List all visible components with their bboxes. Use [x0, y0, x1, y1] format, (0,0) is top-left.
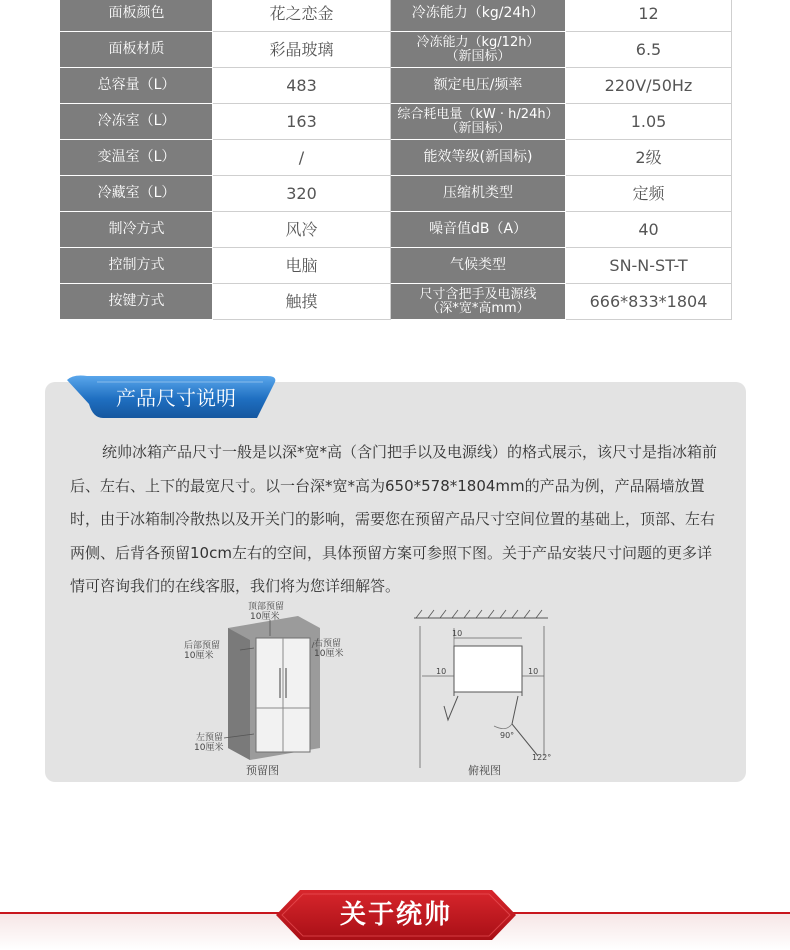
spec-label: 冷冻能力（kg/24h）	[391, 0, 566, 32]
spec-row	[61, 68, 732, 104]
spec-value: 花之恋金	[213, 0, 391, 32]
spec-label-line: 冷冻能力（kg/12h）	[416, 34, 540, 50]
spec-label: 控制方式	[61, 248, 213, 284]
angle-arc-90	[494, 724, 512, 729]
clearance-front-diagram	[180, 598, 370, 780]
angle-122-label: 122°	[532, 753, 552, 762]
spec-value: /	[213, 140, 391, 176]
left-clearance-value: 10厘米	[194, 743, 224, 753]
spec-row	[61, 284, 732, 320]
angle-90-label: 90°	[500, 731, 515, 740]
size-description-paragraph: 统帅冰箱产品尺寸一般是以深*宽*高（含门把手以及电源线）的格式展示，该尺寸是指冰箱前后、左右、上下的最宽尺寸。以一台深*宽*高为650*578*1804mm的产品为例，产品隔墙放置时，由于冰箱制冷散热以及开关门的影响，需要您在预留产品尺寸空间位置的基础上，顶部、左右两侧、后背各预留10cm左右的空间，具体预留方案可参照下图。关于产品安装尺寸问题的更多详情可咨询我们的在线客服，我们将为您详细解答。	[70, 443, 718, 595]
spec-value: 触摸	[213, 284, 391, 320]
left-clearance-label: 左预留	[196, 733, 224, 743]
top-clearance-value: 10厘米	[250, 612, 280, 622]
spec-label: 噪音值dB（A）	[391, 212, 566, 248]
dim-right-value: 10	[528, 667, 539, 676]
spec-label: 能效等级(新国标)	[391, 140, 566, 176]
spec-value: 220V/50Hz	[566, 68, 732, 104]
spec-label-subline: （新国标）	[445, 48, 511, 64]
spec-label: 气候类型	[391, 248, 566, 284]
wall-side-shape	[228, 628, 250, 760]
spec-value: 定频	[566, 176, 732, 212]
spec-value: 666*833*1804	[566, 284, 732, 320]
top-clearance-label: 顶部预留	[248, 602, 285, 612]
spec-label	[391, 32, 566, 68]
spec-label: 按键方式	[61, 284, 213, 320]
spec-value: 6.5	[566, 32, 732, 68]
spec-value: 1.05	[566, 104, 732, 140]
spec-label	[391, 284, 566, 320]
spec-label: 总容量（L）	[61, 68, 213, 104]
top-view-diagram	[408, 606, 568, 780]
spec-row	[61, 248, 732, 284]
fridge-top-outline	[454, 646, 522, 692]
right-clearance-value: 10厘米	[314, 649, 344, 659]
right-door-open	[512, 696, 538, 756]
wall-hatching	[416, 610, 542, 618]
spec-row	[61, 176, 732, 212]
spec-label: 面板颜色	[61, 0, 213, 32]
back-clearance-label: 后部预留	[184, 641, 221, 651]
spec-value: 163	[213, 104, 391, 140]
spec-value: 2级	[566, 140, 732, 176]
right-clearance-label: 右预留	[314, 639, 342, 649]
spec-label	[391, 104, 566, 140]
about-divider-left	[0, 912, 300, 914]
spec-label: 额定电压/频率	[391, 68, 566, 104]
spec-value: 320	[213, 176, 391, 212]
spec-row	[61, 140, 732, 176]
spec-value: 40	[566, 212, 732, 248]
spec-label-line: 综合耗电量（kW · h/24h）	[397, 106, 559, 122]
about-banner-title: 关于统帅	[339, 900, 452, 930]
about-divider-right	[490, 912, 790, 914]
left-door-open	[444, 696, 458, 720]
dim-top-value: 10	[452, 629, 463, 638]
spec-value: 483	[213, 68, 391, 104]
spec-label: 压缩机类型	[391, 176, 566, 212]
spec-value: 电脑	[213, 248, 391, 284]
spec-label: 制冷方式	[61, 212, 213, 248]
spec-label: 冷冻室（L）	[61, 104, 213, 140]
spec-row	[61, 212, 732, 248]
spec-label-subline: （新国标）	[445, 120, 511, 136]
spec-label: 冷藏室（L）	[61, 176, 213, 212]
front-diagram-caption: 预留图	[246, 764, 279, 777]
spec-table	[60, 0, 732, 320]
spec-table-body	[61, 0, 732, 320]
spec-value: 风冷	[213, 212, 391, 248]
spec-row	[61, 0, 732, 32]
spec-label-line: 尺寸含把手及电源线	[419, 286, 537, 302]
spec-value: 彩晶玻璃	[213, 32, 391, 68]
spec-label: 变温室（L）	[61, 140, 213, 176]
size-section-title: 产品尺寸说明	[116, 386, 236, 410]
dim-left-value: 10	[436, 667, 447, 676]
spec-row	[61, 104, 732, 140]
back-clearance-value: 10厘米	[184, 651, 214, 661]
spec-label: 面板材质	[61, 32, 213, 68]
spec-value: SN-N-ST-T	[566, 248, 732, 284]
spec-value: 12	[566, 0, 732, 32]
spec-label-subline: （深*宽*高mm）	[426, 300, 530, 316]
top-diagram-caption: 俯视图	[468, 764, 501, 777]
spec-row	[61, 32, 732, 68]
